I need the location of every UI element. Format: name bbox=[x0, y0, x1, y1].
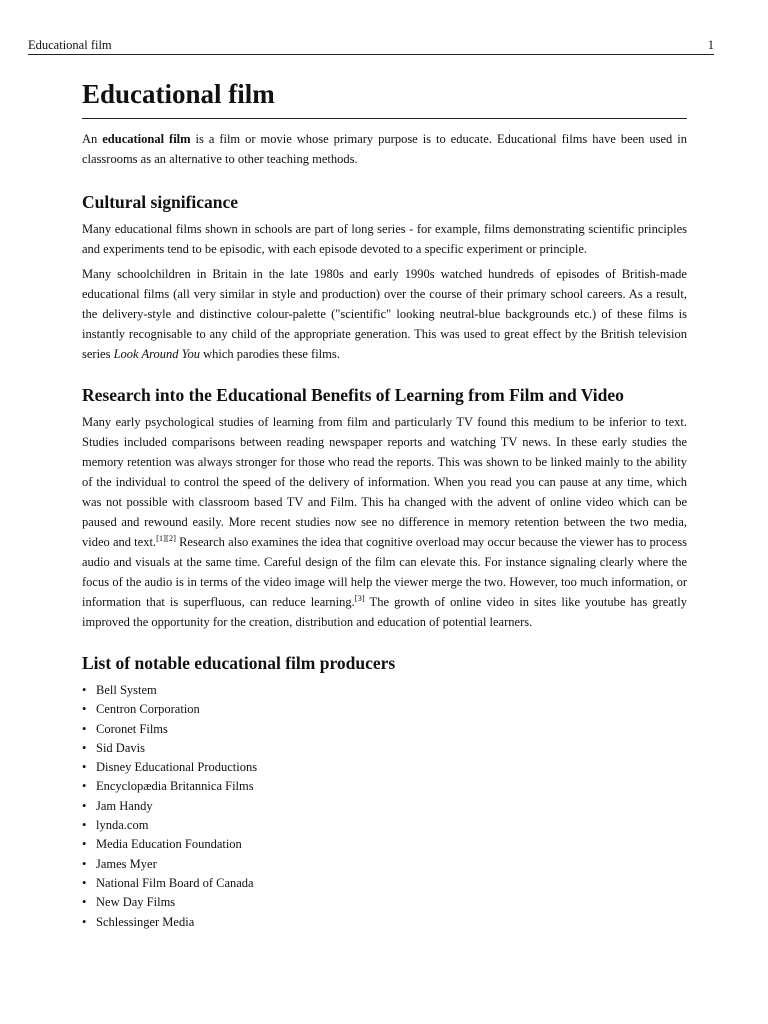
list-item[interactable] bbox=[82, 893, 687, 912]
article-body bbox=[82, 78, 687, 932]
intro-bold-term: educational film bbox=[102, 132, 191, 146]
list-item-label: New Day Films bbox=[96, 895, 176, 910]
citation-ref-3[interactable]: [3] bbox=[354, 592, 365, 603]
heading-research: Research into the Educational Benefits of Learning from Film and Video bbox=[82, 385, 624, 405]
bullet-icon: • bbox=[82, 779, 87, 794]
list-item[interactable] bbox=[82, 681, 687, 700]
list-item-label: Bell System bbox=[96, 683, 157, 697]
citation-ref-1[interactable]: [1] bbox=[156, 532, 166, 543]
list-item[interactable] bbox=[82, 816, 687, 835]
page-number: 1 bbox=[707, 38, 714, 52]
cultural-p2-pre: Many schoolchildren in Britain in the late 1980s and early 1990s watched hundreds of episodes of British-made educational films (all very similar in style and production) over the course of their primary school careers. As a result, the delivery-style and distinctive colour-palette ("scientific" looking neutral-blue backgrounds etc.) of these films is instantly recognisable to any child of the appropriate generation. This was used to great effect by the British television series bbox=[82, 267, 687, 361]
research-paragraph bbox=[82, 412, 687, 632]
list-item-label: Centron Corporation bbox=[96, 702, 200, 717]
bullet-icon: • bbox=[82, 702, 87, 717]
list-item[interactable] bbox=[82, 739, 687, 758]
list-item-label: Jam Handy bbox=[96, 798, 153, 813]
cultural-paragraph-2 bbox=[82, 264, 687, 364]
heading-producers: List of notable educational film producers bbox=[82, 653, 396, 673]
list-item[interactable] bbox=[82, 835, 687, 854]
research-part-1: Many early psychological studies of learning from film and particularly TV found this medium to be inferior to text. Studies included comparisons between reading newspaper reports and watching TV news. In these early studies the memory retention was always stronger for those who read the reports. This was shown to be linked mainly to the ability of the individual to control the speed of the delivery of information. When you read you can pause at any time, which was not possible with classroom based TV and Film. This ha changed with the advent of online video which can be paused and rewound easily. More recent studies now see no difference in memory retention between the two media, video and text. bbox=[82, 415, 687, 549]
list-item-label: Schlessinger Media bbox=[96, 914, 195, 929]
list-item-label: Disney Educational Productions bbox=[96, 760, 258, 775]
list-item[interactable] bbox=[82, 700, 687, 719]
research-part-2: Research also examines the idea that cognitive overload may occur because the viewer has to process audio and visuals at the same time. Careful design of the film can elevate this. For instance signaling clearly where the focus of the audio is in terms of the video image will help the viewer merge the two. However, too much information, or information that is superfluous, can reduce learning. bbox=[82, 535, 687, 609]
bullet-icon: • bbox=[82, 721, 87, 736]
cultural-p2-post: which parodies these films. bbox=[199, 347, 340, 361]
bullet-icon: • bbox=[82, 856, 87, 871]
bullet-icon: • bbox=[82, 760, 87, 775]
list-item[interactable] bbox=[82, 874, 687, 893]
list-item[interactable] bbox=[82, 758, 687, 777]
intro-post: is a film or movie whose primary purpose is to educate. Educational films have been used in classrooms as an alternative to other teaching methods. bbox=[82, 132, 687, 166]
page-title: Educational film bbox=[82, 78, 687, 119]
bullet-icon: • bbox=[82, 837, 87, 852]
producers-list bbox=[82, 681, 687, 932]
list-item-label: lynda.com bbox=[96, 818, 149, 833]
list-item[interactable] bbox=[82, 797, 687, 816]
list-item-label: Encyclopædia Britannica Films bbox=[96, 779, 254, 794]
bullet-icon: • bbox=[82, 875, 87, 890]
cultural-paragraph-1: Many educational films shown in schools are part of long series - for example, films demonstrating scientific principles and experiments tend to be episodic, with each episode devoted to a specific experiment or principle. bbox=[82, 222, 687, 256]
running-title: Educational film bbox=[28, 38, 112, 52]
list-item[interactable] bbox=[82, 777, 687, 796]
bullet-icon: • bbox=[82, 740, 87, 755]
list-item[interactable] bbox=[82, 913, 687, 932]
list-item-label: Sid Davis bbox=[96, 740, 145, 755]
intro-pre: An bbox=[82, 132, 103, 146]
bullet-icon: • bbox=[82, 914, 87, 929]
bullet-icon: • bbox=[82, 683, 87, 697]
list-item-label: Coronet Films bbox=[96, 721, 168, 736]
bullet-icon: • bbox=[82, 818, 87, 833]
list-item[interactable] bbox=[82, 720, 687, 739]
list-item-label: Media Education Foundation bbox=[96, 837, 242, 852]
list-item-label: National Film Board of Canada bbox=[96, 875, 254, 890]
list-item[interactable] bbox=[82, 855, 687, 874]
bullet-icon: • bbox=[82, 798, 87, 813]
intro-paragraph bbox=[82, 129, 687, 169]
series-title-italic: Look Around You bbox=[113, 347, 200, 361]
list-item-label: James Myer bbox=[96, 856, 157, 871]
page-header bbox=[28, 38, 714, 55]
research-part-3: The growth of online video in sites like youtube has greatly improved the opportunity for the creation, distribution and education of potential learners. bbox=[82, 595, 687, 629]
citation-ref-2[interactable]: [2] bbox=[165, 532, 176, 543]
bullet-icon: • bbox=[82, 895, 87, 910]
heading-cultural-significance: Cultural significance bbox=[82, 192, 239, 212]
